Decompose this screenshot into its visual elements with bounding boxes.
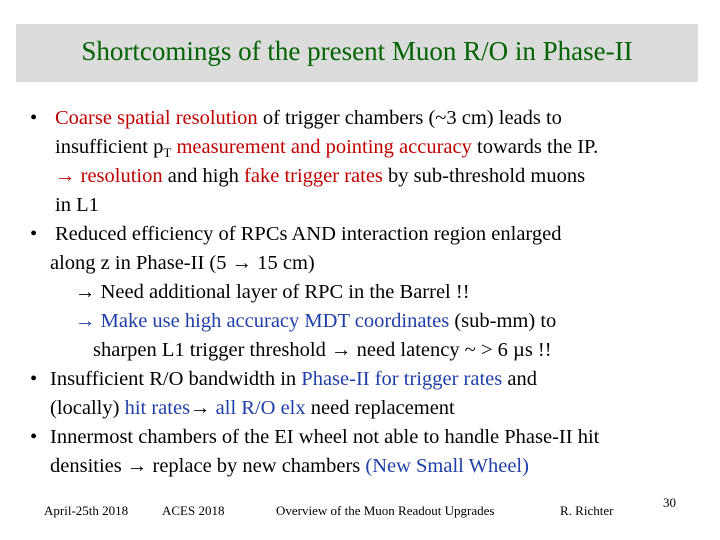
bullet-marker: • bbox=[30, 426, 38, 448]
arrow-icon: → bbox=[231, 252, 253, 274]
bullet-1-line-4: in L1 bbox=[55, 194, 99, 216]
title-bar bbox=[16, 24, 698, 82]
arrow-icon: → bbox=[330, 339, 352, 361]
bullet-1-line-3: → resolution and high fake trigger rates by sub-threshold muons bbox=[55, 165, 586, 187]
arrow-icon: → bbox=[55, 165, 76, 187]
footer-author: R. Richter bbox=[560, 503, 614, 518]
footer-date: April-25th 2018 bbox=[44, 503, 129, 518]
bullet-marker: • bbox=[30, 107, 38, 129]
footer-talk-title: Overview of the Muon Readout Upgrades bbox=[276, 503, 495, 518]
arrow-icon: → bbox=[75, 281, 96, 303]
bullet-2-line-3: → Need additional layer of RPC in the Barrel !! bbox=[75, 281, 470, 303]
bullet-2-line-2: along z in Phase-II (5 → 15 cm) bbox=[50, 252, 315, 274]
arrow-icon: → bbox=[75, 310, 96, 332]
bullet-marker: • bbox=[30, 368, 38, 390]
bullet-4-line-2: densities → replace by new chambers (New Small Wheel) bbox=[50, 455, 529, 477]
bullet-2-line-4: → Make use high accuracy MDT coordinates (sub-mm) to bbox=[75, 310, 557, 332]
arrow-icon: → bbox=[126, 455, 148, 477]
bullet-1-line-1: Coarse spatial resolution of trigger chambers (~3 cm) leads to bbox=[55, 107, 562, 129]
bullet-2-line-1: Reduced efficiency of RPCs AND interaction region enlarged bbox=[55, 223, 562, 245]
bullet-4-line-1: Innermost chambers of the EI wheel not able to handle Phase-II hit bbox=[50, 426, 600, 448]
page-number: 30 bbox=[663, 495, 676, 510]
bullet-3-line-1: Insufficient R/O bandwidth in Phase-II for trigger rates and bbox=[50, 368, 537, 390]
arrow-icon: → bbox=[190, 397, 211, 419]
bullet-marker: • bbox=[30, 223, 38, 245]
slide-title: Shortcomings of the present Muon R/O in Phase-II bbox=[81, 36, 633, 66]
bullet-1-line-2: insufficient $p_T$ measurement and pointing accuracy towards the IP. bbox=[55, 136, 599, 160]
footer-event: ACES 2018 bbox=[162, 503, 225, 518]
bullet-3-line-2: (locally) hit rates→ all R/O elx need replacement bbox=[50, 397, 455, 419]
bullet-2-line-5: sharpen L1 trigger threshold → need latency ~ > 6 µs !! bbox=[93, 339, 552, 361]
